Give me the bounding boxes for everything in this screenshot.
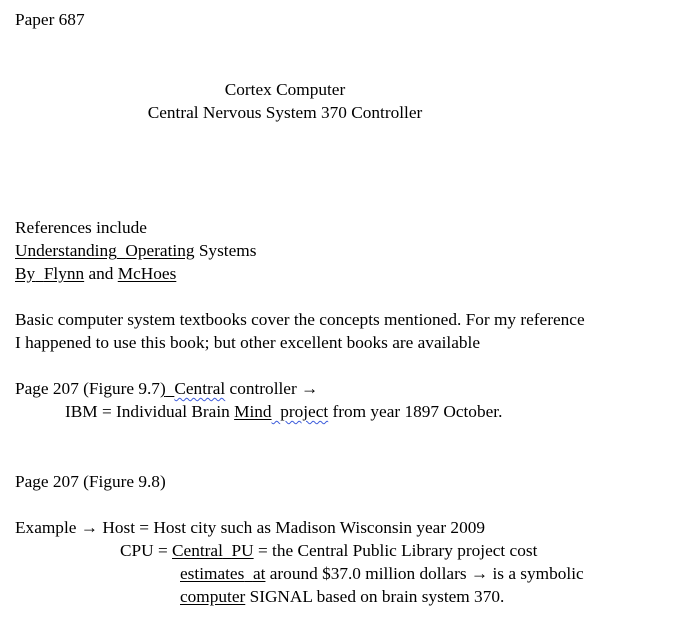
book-title-word-1: Understanding <box>15 241 117 260</box>
cpu-line <box>120 539 537 562</box>
title-line-2: Central Nervous System 370 Controller <box>147 103 423 122</box>
title-line-1: Cortex Computer <box>224 80 346 99</box>
word-central: Central <box>174 379 226 398</box>
word-estimates: estimates <box>180 564 245 583</box>
estimates-line <box>180 562 584 585</box>
section2-heading: Page 207 (Figure 9.8) <box>15 472 166 491</box>
word-computer: computer <box>180 587 246 606</box>
cpu-suffix: = the Central Public Library project cost <box>253 541 538 560</box>
word-project: project <box>280 402 329 421</box>
figure-ref-9-7: Page 207 (Figure 9.7 <box>15 379 160 398</box>
ibm-definition: IBM = Individual Brain <box>65 402 235 421</box>
computer-suffix: SIGNAL based on brain system 370. <box>245 587 505 606</box>
paragraph-line-2: I happened to use this book; but other excellent books are available <box>15 333 481 352</box>
paren-mark: ) <box>159 379 166 398</box>
word-at: at <box>252 564 266 583</box>
estimates-suffix: around $37.0 million dollars → is a symbolic <box>265 564 584 583</box>
by-label: By <box>15 264 36 283</box>
author-mchoes: McHoes <box>117 264 177 283</box>
cpu-prefix: CPU = <box>120 541 173 560</box>
word-central-cpu: Central <box>172 541 223 560</box>
word-pu: PU <box>231 541 254 560</box>
section1-line-1 <box>15 377 318 400</box>
book-authors <box>15 262 176 285</box>
book-title <box>15 239 256 262</box>
book-title-word-3: Systems <box>194 241 257 260</box>
section1-line-2 <box>65 400 502 423</box>
book-title-word-2: Operating <box>125 241 195 260</box>
example-line: Example → Host = Host city such as Madison Wisconsin year 2009 <box>15 518 485 537</box>
controller-text: controller → <box>225 379 319 398</box>
paragraph-line-1: Basic computer system textbooks cover the concepts mentioned. For my reference <box>15 310 585 329</box>
word-mind: Mind <box>234 402 272 421</box>
year-text: from year 1897 October. <box>328 402 503 421</box>
and-label: and <box>84 264 118 283</box>
author-flynn: Flynn <box>43 264 85 283</box>
computer-line <box>180 585 504 608</box>
paper-label: Paper 687 <box>15 10 85 29</box>
references-intro: References include <box>15 218 147 237</box>
